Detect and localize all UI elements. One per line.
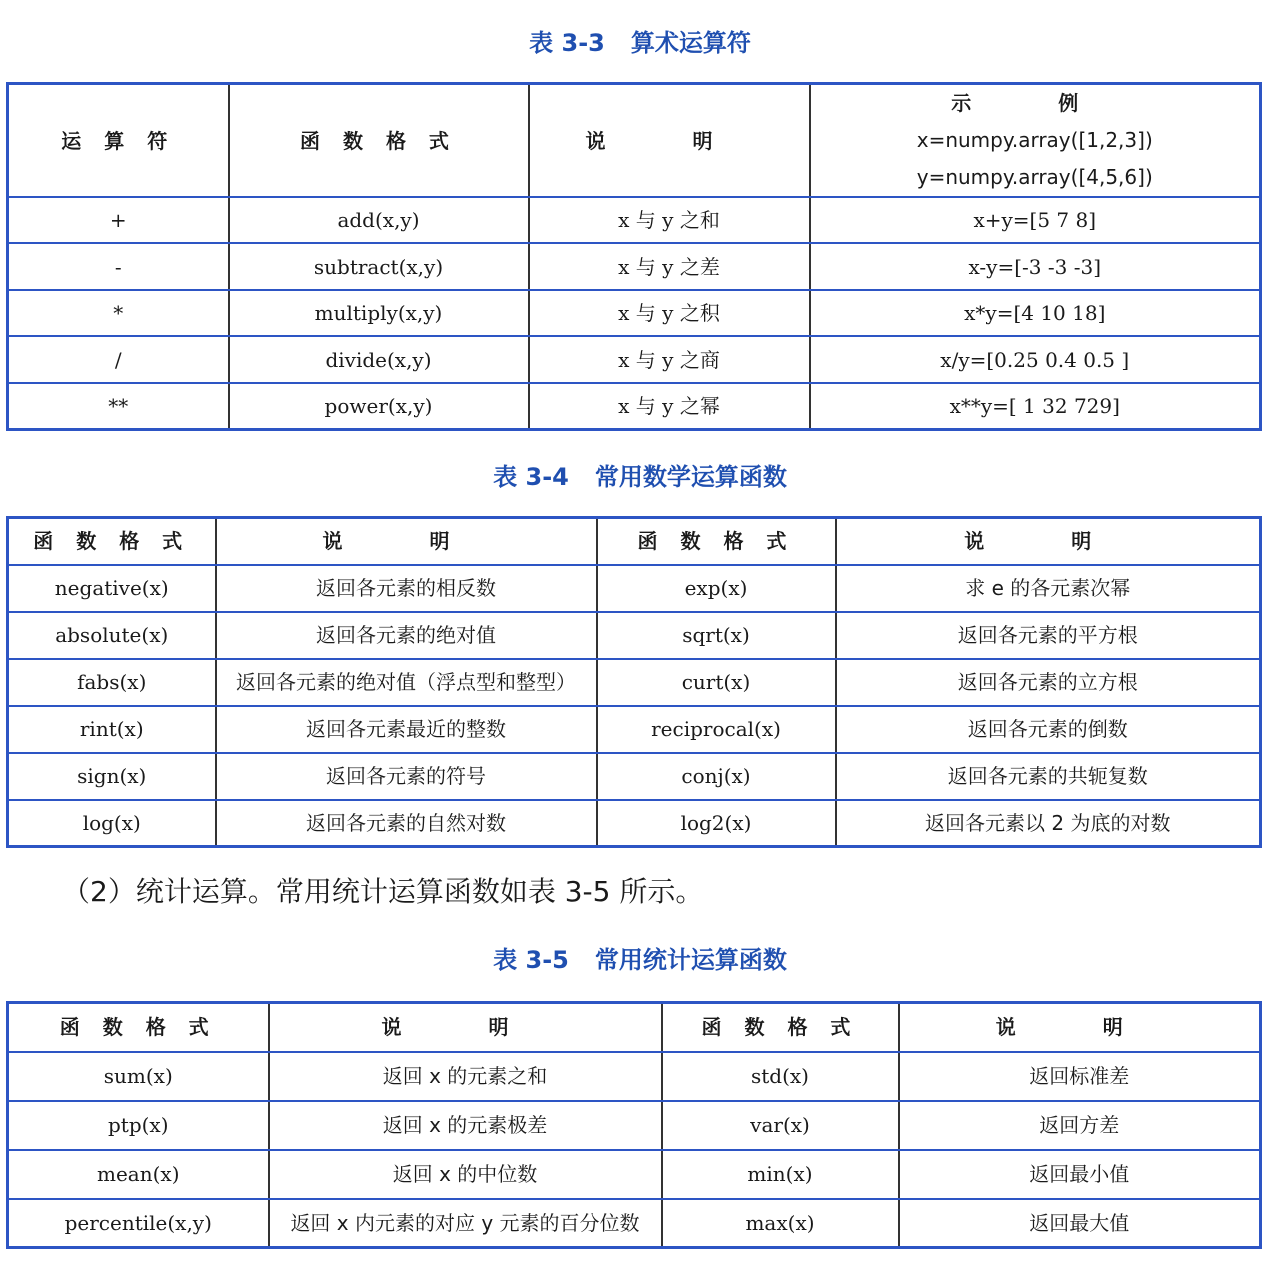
operator-cell: + [8, 197, 229, 243]
description-cell: x 与 y 之商 [529, 336, 810, 383]
description-cell: x 与 y 之差 [529, 243, 810, 290]
description-cell: x 与 y 之幂 [529, 383, 810, 429]
function-cell: reciprocal(x) [597, 706, 836, 753]
caption-title: 算术运算符 [630, 29, 751, 57]
function-cell: log2(x) [597, 800, 836, 847]
caption-number: 表 3-3 [529, 29, 605, 57]
function-cell: curt(x) [597, 659, 836, 706]
table-row [8, 383, 1261, 429]
body-paragraph: （2）统计运算。常用统计运算函数如表 3-5 所示。 [62, 875, 704, 908]
example-y-def: y=numpy.array([4,5,6]) [916, 165, 1153, 189]
description-cell: 返回各元素的倒数 [836, 706, 1261, 753]
table-row [8, 612, 1261, 659]
description-cell: 返回标准差 [899, 1052, 1261, 1101]
example-x-def: x=numpy.array([1,2,3]) [916, 128, 1153, 152]
function-cell: sum(x) [8, 1052, 269, 1101]
function-cell: fabs(x) [8, 659, 216, 706]
function-cell: divide(x,y) [229, 336, 529, 383]
function-cell: min(x) [662, 1150, 899, 1199]
function-cell: log(x) [8, 800, 216, 847]
description-cell: 返回 x 的元素极差 [269, 1101, 662, 1150]
caption-title: 常用数学运算函数 [594, 463, 787, 491]
table-row [8, 565, 1261, 612]
function-cell: var(x) [662, 1101, 899, 1150]
description-cell: 返回 x 内元素的对应 y 元素的百分位数 [269, 1199, 662, 1248]
header-description: 说 明 [269, 1003, 662, 1052]
example-title: 示 例 [951, 91, 1119, 115]
function-cell: add(x,y) [229, 197, 529, 243]
table-3-5 [6, 1001, 1262, 1249]
function-cell: ptp(x) [8, 1101, 269, 1150]
description-cell: x 与 y 之和 [529, 197, 810, 243]
header-operator: 运 算 符 [8, 84, 229, 198]
example-cell: x+y=[5 7 8] [810, 197, 1261, 243]
description-cell: 返回各元素的平方根 [836, 612, 1261, 659]
table-row [8, 706, 1261, 753]
function-cell: negative(x) [8, 565, 216, 612]
function-cell: sqrt(x) [597, 612, 836, 659]
description-cell: 返回各元素以 2 为底的对数 [836, 800, 1261, 847]
table-row [8, 197, 1261, 243]
description-cell: 求 e 的各元素次幂 [836, 565, 1261, 612]
table-row [8, 800, 1261, 847]
caption-title: 常用统计运算函数 [594, 946, 787, 974]
description-cell: x 与 y 之积 [529, 290, 810, 336]
example-cell: x*y=[4 10 18] [810, 290, 1261, 336]
table-row [8, 243, 1261, 290]
table-3-4 [6, 516, 1262, 848]
header-description: 说 明 [216, 518, 597, 565]
table-row [8, 336, 1261, 383]
example-cell: x-y=[-3 -3 -3] [810, 243, 1261, 290]
table-row [8, 290, 1261, 336]
operator-cell: * [8, 290, 229, 336]
description-cell: 返回 x 的中位数 [269, 1150, 662, 1199]
function-cell: absolute(x) [8, 612, 216, 659]
caption-number: 表 3-4 [493, 463, 569, 491]
header-description: 说 明 [836, 518, 1261, 565]
operator-cell: / [8, 336, 229, 383]
operator-cell: ** [8, 383, 229, 429]
table-row [8, 1052, 1261, 1101]
table-header-row [8, 518, 1261, 565]
header-function-format: 函 数 格 式 [8, 1003, 269, 1052]
function-cell: subtract(x,y) [229, 243, 529, 290]
header-function-format: 函 数 格 式 [8, 518, 216, 565]
example-cell: x/y=[0.25 0.4 0.5 ] [810, 336, 1261, 383]
description-cell: 返回各元素的绝对值 [216, 612, 597, 659]
table-3-3 [6, 82, 1262, 431]
table-row [8, 1101, 1261, 1150]
table-3-3-caption [0, 28, 1280, 58]
description-cell: 返回各元素的绝对值（浮点型和整型） [216, 659, 597, 706]
table-header-row [8, 1003, 1261, 1052]
description-cell: 返回最大值 [899, 1199, 1261, 1248]
caption-number: 表 3-5 [493, 946, 569, 974]
function-cell: std(x) [662, 1052, 899, 1101]
header-function-format: 函 数 格 式 [662, 1003, 899, 1052]
description-cell: 返回方差 [899, 1101, 1261, 1150]
header-function-format: 函 数 格 式 [597, 518, 836, 565]
table-header-row [8, 84, 1261, 198]
function-cell: max(x) [662, 1199, 899, 1248]
description-cell: 返回各元素的立方根 [836, 659, 1261, 706]
function-cell: power(x,y) [229, 383, 529, 429]
function-cell: conj(x) [597, 753, 836, 800]
header-example [810, 84, 1261, 198]
description-cell: 返回各元素的符号 [216, 753, 597, 800]
description-cell: 返回各元素最近的整数 [216, 706, 597, 753]
header-description: 说 明 [529, 84, 810, 198]
header-function-format: 函 数 格 式 [229, 84, 529, 198]
function-cell: sign(x) [8, 753, 216, 800]
table-3-4-caption [0, 462, 1280, 492]
operator-cell: - [8, 243, 229, 290]
header-description: 说 明 [899, 1003, 1261, 1052]
table-row [8, 659, 1261, 706]
table-row [8, 1199, 1261, 1248]
table-row [8, 753, 1261, 800]
example-cell: x**y=[ 1 32 729] [810, 383, 1261, 429]
function-cell: percentile(x,y) [8, 1199, 269, 1248]
function-cell: mean(x) [8, 1150, 269, 1199]
table-row [8, 1150, 1261, 1199]
description-cell: 返回各元素的共轭复数 [836, 753, 1261, 800]
description-cell: 返回各元素的相反数 [216, 565, 597, 612]
function-cell: multiply(x,y) [229, 290, 529, 336]
function-cell: rint(x) [8, 706, 216, 753]
table-3-5-caption [0, 945, 1280, 975]
description-cell: 返回各元素的自然对数 [216, 800, 597, 847]
description-cell: 返回最小值 [899, 1150, 1261, 1199]
description-cell: 返回 x 的元素之和 [269, 1052, 662, 1101]
function-cell: exp(x) [597, 565, 836, 612]
